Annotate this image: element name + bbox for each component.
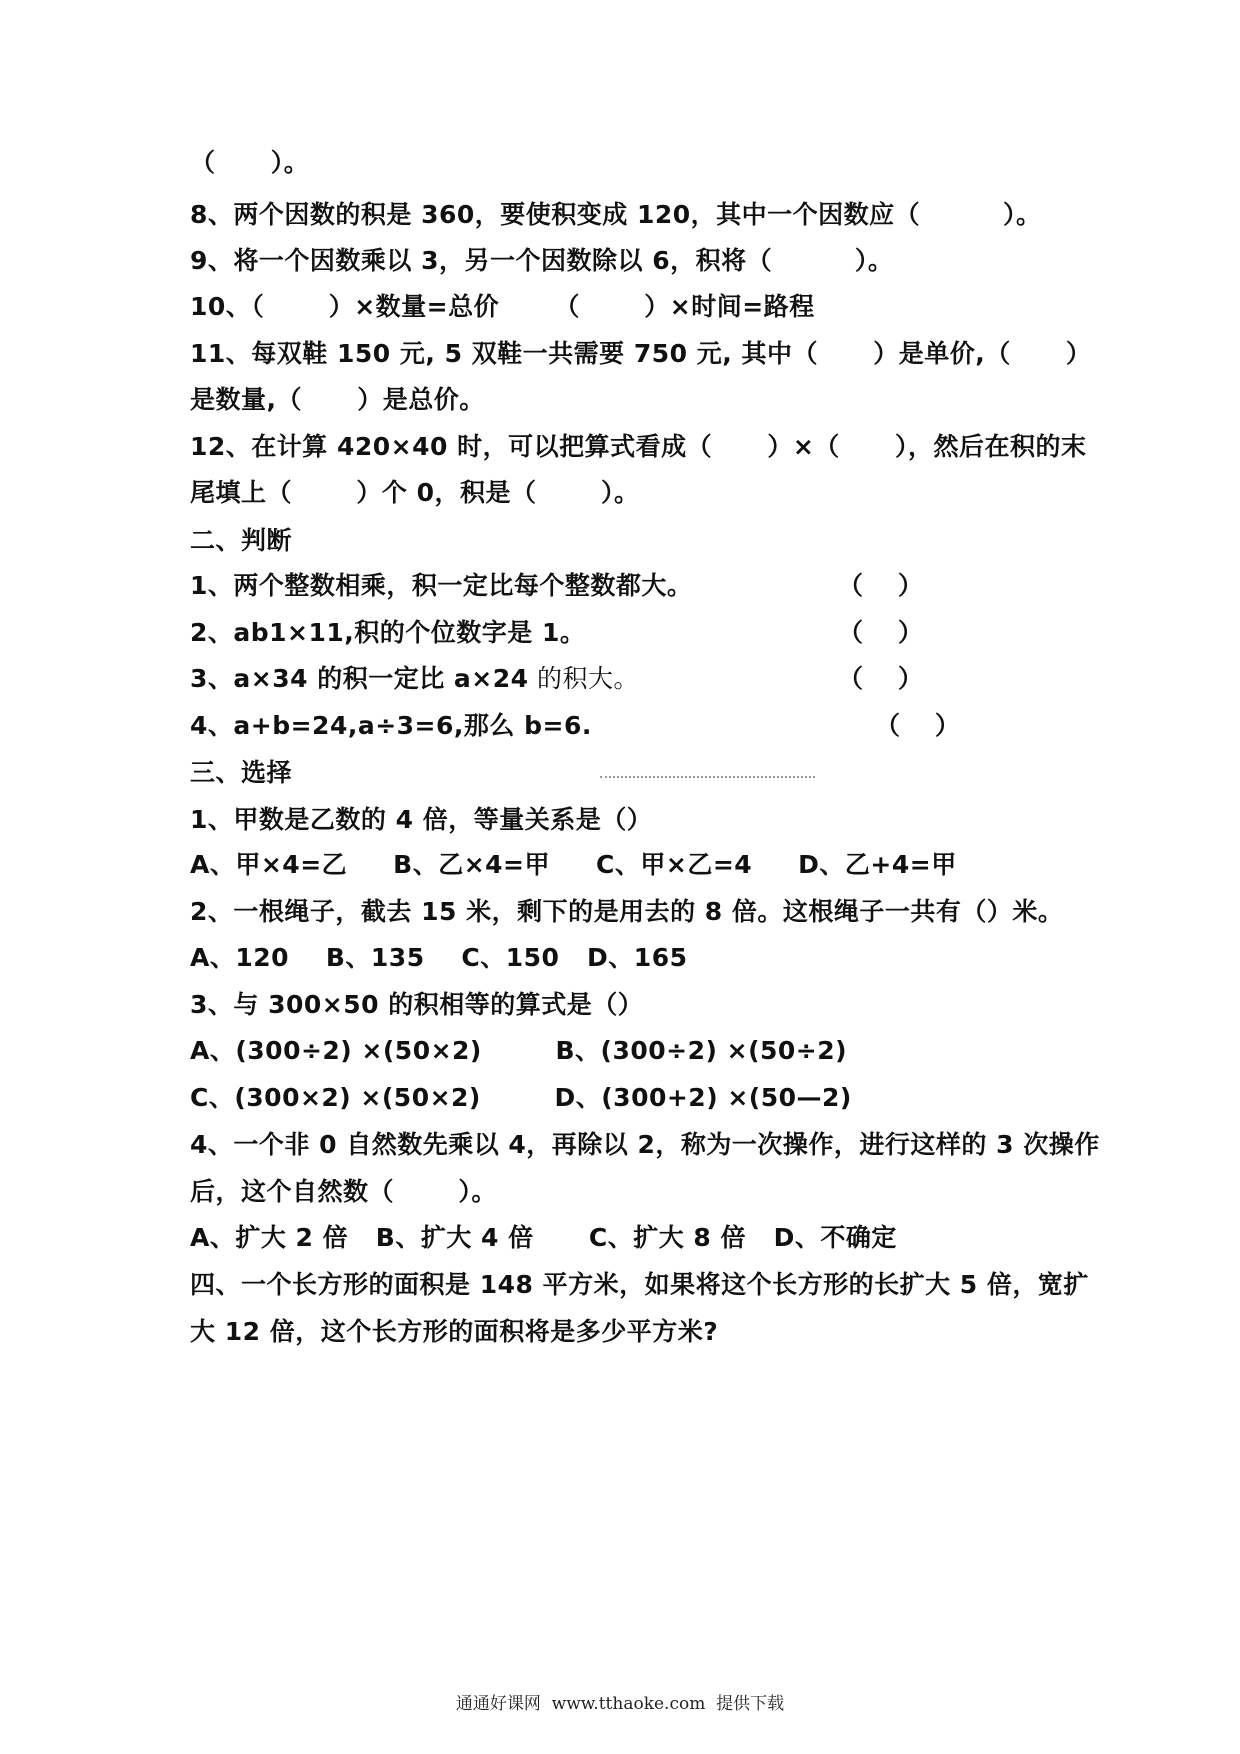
section-4-line-1: 四、一个长方形的面积是 148 平方米，如果将这个长方形的长扩大 5 倍，宽扩 [190, 1270, 1089, 1299]
question-11-line-2: 是数量,（ ）是总价。 [190, 385, 485, 414]
judge-item-3-thin: 的积大。 [528, 664, 639, 693]
section-judge-heading: 二、判断 [190, 526, 293, 555]
judge-answer-paren-2: （ ） [838, 618, 923, 647]
judge-item-3-bold: 3、a×34 的积一定比 a×24 [190, 664, 529, 693]
choice-question-3-options-cd: C、(300×2) ×(50×2) D、(300+2) ×(50—2) [190, 1083, 852, 1112]
question-12-line-1: 12、在计算 420×40 时，可以把算式看成（ ）×（ ），然后在积的末 [190, 432, 1087, 461]
page-footer: 通通好课网 www.tthaoke.com 提供下载 [455, 1694, 785, 1714]
choice-question-4-options: A、扩大 2 倍 B、扩大 4 倍 C、扩大 8 倍 D、不确定 [190, 1223, 897, 1252]
judge-item-4: 4、a+b=24,a÷3=6,那么 b=6. [190, 711, 592, 740]
question-12-line-2: 尾填上（ ）个 0，积是（ ）。 [190, 478, 640, 507]
dotted-leader [600, 770, 815, 778]
judge-answer-paren-3: （ ） [838, 664, 923, 693]
question-8: 8、两个因数的积是 360，要使积变成 120，其中一个因数应（ ）。 [190, 200, 1042, 229]
section-4-line-2: 大 12 倍，这个长方形的面积将是多少平方米? [190, 1317, 719, 1346]
section-choice-heading: 三、选择 [190, 758, 293, 787]
choice-question-3-options-ab: A、(300÷2) ×(50×2) B、(300÷2) ×(50÷2) [190, 1036, 848, 1065]
judge-answer-paren-4: （ ） [875, 711, 960, 740]
q7-continuation: （ ）。 [190, 148, 310, 177]
choice-question-1: 1、甲数是乙数的 4 倍，等量关系是（） [190, 805, 653, 834]
judge-item-2: 2、ab1×11,积的个位数字是 1。 [190, 618, 586, 647]
choice-question-4-line-1: 4、一个非 0 自然数先乘以 4，再除以 2，称为一次操作，进行这样的 3 次操作 [190, 1130, 1100, 1159]
judge-item-1: 1、两个整数相乘，积一定比每个整数都大。 [190, 571, 693, 600]
choice-question-4-line-2: 后，这个自然数（ ）。 [190, 1177, 497, 1206]
judge-item-3 [190, 664, 639, 694]
question-9: 9、将一个因数乘以 3，另一个因数除以 6，积将（ ）。 [190, 246, 894, 275]
choice-question-3: 3、与 300×50 的积相等的算式是（） [190, 990, 644, 1019]
choice-question-1-options: A、甲×4=乙 B、乙×4=甲 C、甲×乙=4 D、乙+4=甲 [190, 850, 957, 879]
judge-answer-paren-1: （ ） [838, 571, 923, 600]
question-11-line-1: 11、每双鞋 150 元, 5 双鞋一共需要 750 元, 其中（ ）是单价,（ ） [190, 339, 1092, 368]
question-10: 10、（ ）×数量=总价 （ ）×时间=路程 [190, 292, 815, 321]
choice-question-2-options: A、120 B、135 C、150 D、165 [190, 943, 688, 972]
choice-question-2: 2、一根绳子，截去 15 米，剩下的是用去的 8 倍。这根绳子一共有（）米。 [190, 897, 1064, 926]
